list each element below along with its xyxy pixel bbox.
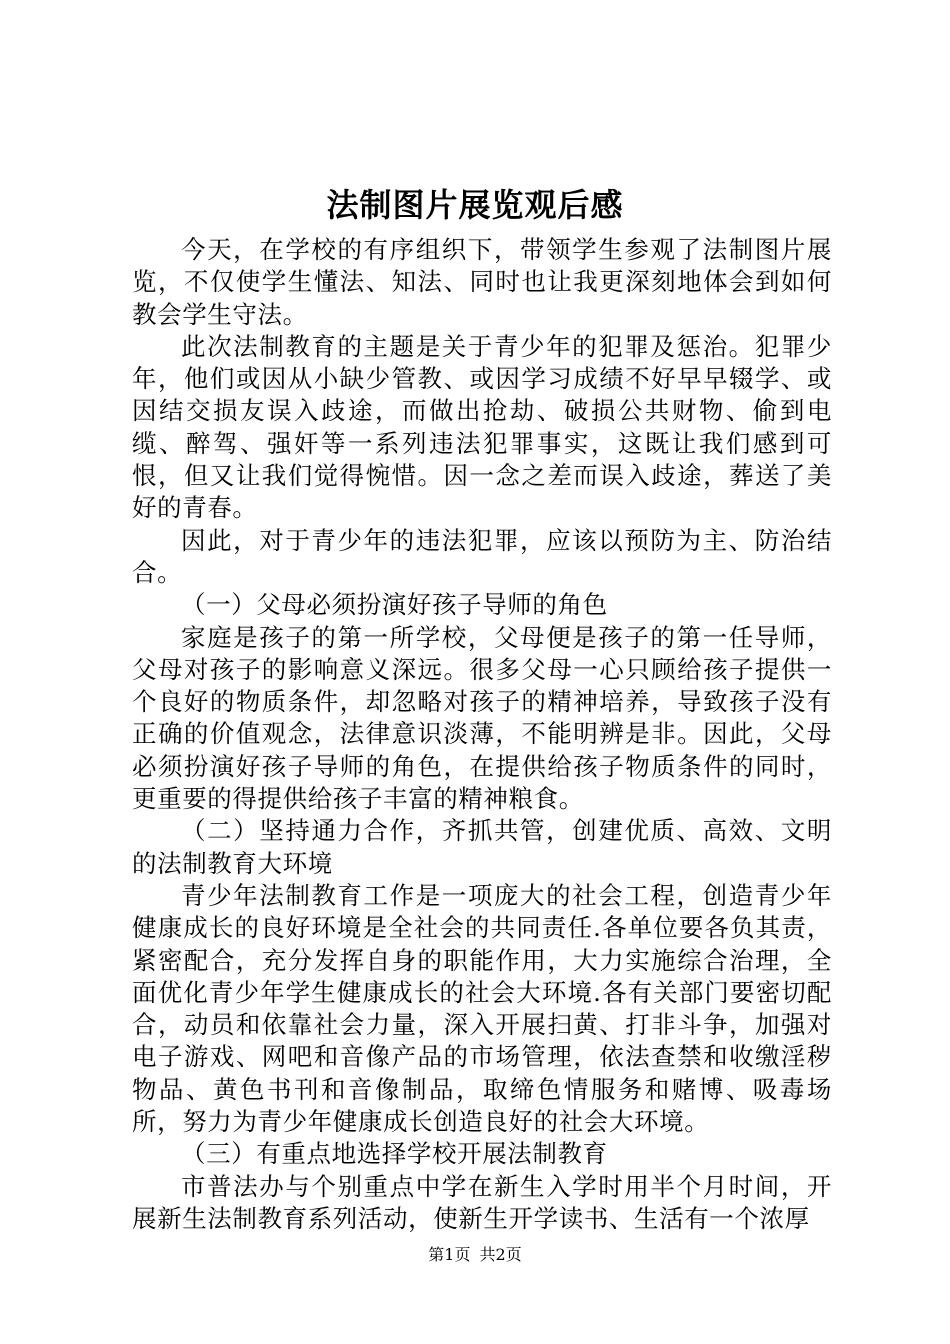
- paragraph: 此次法制教育的主题是关于青少年的犯罪及惩治。犯罪少年，他们或因从小缺少管教、或因学习成绩不好早早辍学、或因结交损友误入歧途，而做出抢劫、破损公共财物、偷到电缆、醉驾、强奸等一系列违法犯罪事实，这既让我们感到可恨，但又让我们觉得惋惜。因一念之差而误入歧途，葬送了美好的青春。: [132, 331, 832, 523]
- section-heading: （三）有重点地选择学校开展法制教育: [181, 1139, 608, 1169]
- page-footer: [0, 1244, 950, 1266]
- page-number: 第1页: [428, 1245, 471, 1264]
- paragraph: 今天，在学校的有序组织下，带领学生参观了法制图片展览，不仅使学生懂法、知法、同时也让我更深刻地体会到如何教会学生守法。: [132, 235, 832, 329]
- document-title: 法制图片展览观后感: [326, 186, 624, 224]
- paragraph: 青少年法制教育工作是一项庞大的社会工程，创造青少年健康成长的良好环境是全社会的共同责任.各单位要各负其责，紧密配合，充分发挥自身的职能作用，大力实施综合治理，全面优化青少年学生健康成长的社会大环境.各有关部门要密切配合，动员和依靠社会力量，深入开展扫黄、打非斗争，加强对电子游戏、网吧和音像产品的市场管理，依法查禁和收缴淫秽物品、黄色书刊和音像制品，取缔色情服务和赌博、吸毒场所，努力为青少年健康成长创造良好的社会大环境。: [132, 880, 832, 1137]
- paragraph: 家庭是孩子的第一所学校，父母便是孩子的第一任导师，父母对孩子的影响意义深远。很多父母一心只顾给孩子提供一个良好的物质条件，却忽略对孩子的精神培养，导致孩子没有正确的价值观念，法律意识淡薄，不能明辨是非。因此，父母必须扮演好孩子导师的角色，在提供给孩子物质条件的同时，更重要的得提供给孩子丰富的精神粮食。: [132, 622, 832, 814]
- document-body: [132, 234, 832, 1235]
- paragraph: 因此，对于青少年的违法犯罪，应该以预防为主、防治结合。: [132, 525, 832, 587]
- page-total: 共2页: [479, 1245, 522, 1264]
- section-heading: （一）父母必须扮演好孩子导师的角色: [181, 590, 608, 620]
- section-heading: （二）坚持通力合作，齐抓共管，创建优质、高效、文明的法制教育大环境: [132, 816, 832, 878]
- paragraph: 市普法办与个别重点中学在新生入学时用半个月时间，开展新生法制教育系列活动，使新生开学读书、生活有一个浓厚: [132, 1171, 832, 1233]
